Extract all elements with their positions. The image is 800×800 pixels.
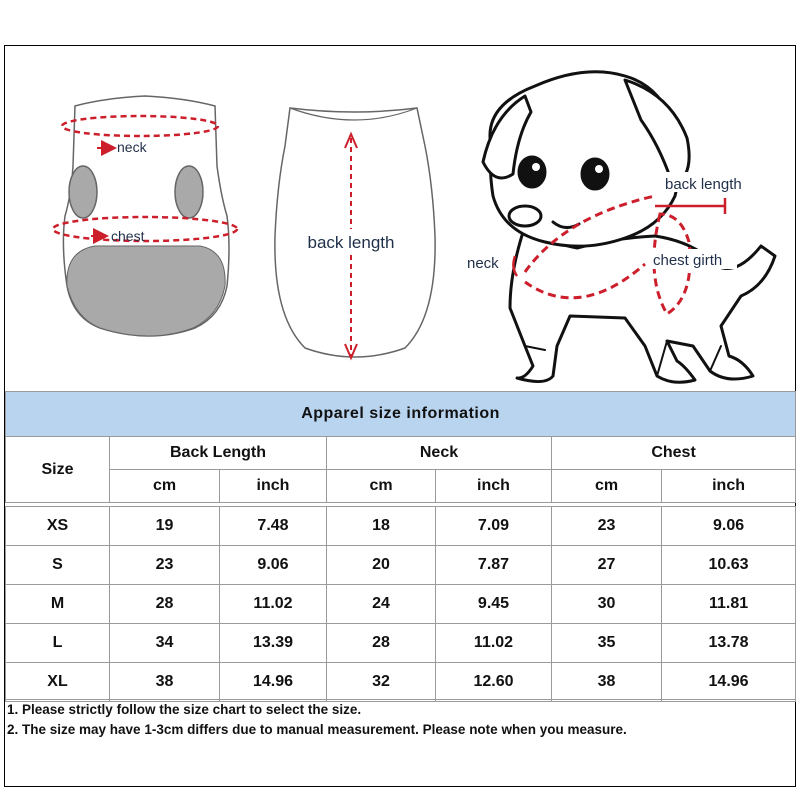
- neck-cm-cell: 32: [327, 663, 436, 702]
- back-length-cm-cell: 23: [110, 546, 220, 585]
- back-length-inch-cell: 13.39: [220, 624, 327, 663]
- neck-cm-cell: 20: [327, 546, 436, 585]
- measurement-illustrations: [5, 46, 795, 391]
- back-length-header: Back Length: [110, 437, 327, 470]
- vest-neck-label: neck: [117, 139, 147, 155]
- size-table: [5, 391, 796, 702]
- size-notes: [5, 699, 795, 746]
- chest-inch-cell: 10.63: [662, 546, 796, 585]
- size-cell: L: [6, 624, 110, 663]
- chest-inch-cell: 13.78: [662, 624, 796, 663]
- table-row: [6, 663, 796, 702]
- unit-header: cm: [327, 470, 436, 503]
- neck-header: Neck: [327, 437, 552, 470]
- chest-cm-cell: 23: [552, 507, 662, 546]
- back-length-inch-cell: 11.02: [220, 585, 327, 624]
- chest-header: Chest: [552, 437, 796, 470]
- unit-header: inch: [220, 470, 327, 503]
- note-line: 1. Please strictly follow the size chart to select the size.: [7, 702, 362, 717]
- chest-cm-cell: 30: [552, 585, 662, 624]
- neck-inch-cell: 9.45: [436, 585, 552, 624]
- size-column-header: Size: [6, 437, 110, 503]
- vest-back-length-label: back length: [307, 233, 395, 252]
- chest-cm-cell: 27: [552, 546, 662, 585]
- neck-cm-cell: 28: [327, 624, 436, 663]
- chest-inch-cell: 9.06: [662, 507, 796, 546]
- neck-cm-cell: 24: [327, 585, 436, 624]
- dog-diagram: [483, 72, 775, 382]
- chest-inch-cell: 11.81: [662, 585, 796, 624]
- vest-front-diagram: [53, 96, 237, 336]
- dog-neck-label: neck: [467, 255, 499, 272]
- table-row: [6, 507, 796, 546]
- size-cell: M: [6, 585, 110, 624]
- size-cell: S: [6, 546, 110, 585]
- back-length-inch-cell: 9.06: [220, 546, 327, 585]
- table-title: Apparel size information: [6, 392, 796, 437]
- table-row: [6, 624, 796, 663]
- chest-inch-cell: 14.96: [662, 663, 796, 702]
- vest-back-diagram: [275, 108, 435, 358]
- size-cell: XL: [6, 663, 110, 702]
- unit-header: inch: [436, 470, 552, 503]
- vest-chest-label: chest: [111, 228, 145, 244]
- chest-cm-cell: 38: [552, 663, 662, 702]
- back-length-cm-cell: 38: [110, 663, 220, 702]
- neck-inch-cell: 11.02: [436, 624, 552, 663]
- back-length-inch-cell: 7.48: [220, 507, 327, 546]
- dog-chest-girth-label: chest girth: [653, 252, 723, 269]
- table-row: [6, 585, 796, 624]
- unit-header: cm: [552, 470, 662, 503]
- note-line: 2. The size may have 1-3cm differs due to manual measurement. Please note when you measure.: [7, 722, 627, 737]
- dog-back-length-label: back length: [665, 176, 742, 193]
- back-length-inch-cell: 14.96: [220, 663, 327, 702]
- neck-inch-cell: 7.09: [436, 507, 552, 546]
- back-length-cm-cell: 19: [110, 507, 220, 546]
- neck-cm-cell: 18: [327, 507, 436, 546]
- unit-header: cm: [110, 470, 220, 503]
- unit-header: inch: [662, 470, 796, 503]
- chest-cm-cell: 35: [552, 624, 662, 663]
- neck-inch-cell: 7.87: [436, 546, 552, 585]
- table-row: [6, 546, 796, 585]
- size-cell: XS: [6, 507, 110, 546]
- back-length-cm-cell: 34: [110, 624, 220, 663]
- back-length-cm-cell: 28: [110, 585, 220, 624]
- neck-inch-cell: 12.60: [436, 663, 552, 702]
